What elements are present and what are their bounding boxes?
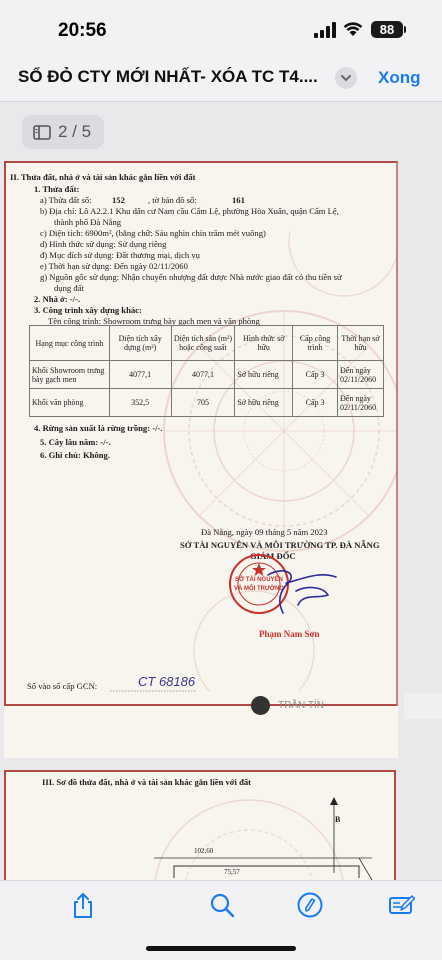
battery-tip <box>404 26 406 33</box>
table-cell: 705 <box>171 389 235 417</box>
signing-date: Đà Nẵng, ngày 09 tháng 5 năm 2023 <box>201 527 328 537</box>
table-cell: Đến ngày 02/11/2060 <box>337 361 383 389</box>
construction-table <box>29 325 384 417</box>
document-page <box>4 161 398 758</box>
origin-line-1: g) Nguồn gốc sử dụng: Nhận chuyển nhượng đất được Nhà nước giao đất có thu tiền sử <box>40 272 342 282</box>
certificate-number-underline <box>110 689 196 693</box>
table-row <box>30 361 384 389</box>
status-bar <box>0 0 442 58</box>
title-menu-button[interactable] <box>335 67 357 89</box>
table-cell: Khối văn phòng <box>30 389 110 417</box>
item-4-heading: 4. Rừng sản xuất là rừng trồng: -/-. <box>34 423 163 433</box>
share-icon[interactable] <box>69 891 97 919</box>
parcel-number-value: 152 <box>112 195 125 205</box>
watermark-text: TRẦN TÍN <box>278 700 324 711</box>
table-header-cell: Thời hạn sở hữu <box>337 326 383 361</box>
section-2-title: II. Thửa đất, nhà ở và tài sản khác gắn liền với đất <box>10 172 196 182</box>
page-indicator-label: 2 / 5 <box>58 122 92 141</box>
address-line-2: thành phố Đà Nẵng <box>54 217 122 227</box>
origin-line-2: dụng đất <box>54 283 84 293</box>
nav-bar <box>0 58 442 102</box>
signer-name: Phạm Nam Sơn <box>259 629 320 639</box>
address-line-1: b) Địa chỉ: Lô A2.2.1 Khu dân cư Nam cầu Cẩm Lệ, phường Hòa Xuân, quận Cẩm Lệ, <box>40 206 339 216</box>
item-2-heading: 2. Nhà ở: -/-. <box>34 294 81 304</box>
usage-purpose-line: đ) Mục đích sử dụng: Đất thương mại, dịch vụ <box>40 250 200 260</box>
table-header-cell: Hạng mục công trình <box>30 326 110 361</box>
table-cell: 4077,1 <box>109 361 171 389</box>
done-button[interactable]: Xong <box>378 68 421 87</box>
item-5-heading: 5. Cây lâu năm: -/-. <box>40 437 111 447</box>
parcel-dimension-inner: 75,57 <box>224 868 240 876</box>
item-3-heading: 3. Công trình xây dựng khác: <box>34 305 142 315</box>
page-indicator[interactable] <box>22 115 104 149</box>
svg-text:VÀ MÔI TRƯỜNG: VÀ MÔI TRƯỜNG <box>233 586 285 592</box>
table-cell: Sở hữu riêng <box>235 389 293 417</box>
thumbnails-icon <box>33 125 51 140</box>
watermark-avatar-icon <box>251 696 270 715</box>
watermark-badge <box>404 693 442 719</box>
certificate-number: CT 68186 <box>138 674 196 689</box>
parcel-diagram <box>144 847 384 880</box>
usage-form-line: d) Hình thức sử dụng: Sử dụng riêng <box>40 239 167 249</box>
cellular-signal-icon <box>314 22 336 38</box>
table-header-cell: Diện tích xây dựng (m²) <box>109 326 171 361</box>
battery-icon: 88 <box>371 21 403 38</box>
item-6-heading: 6. Ghi chú: Không. <box>40 450 110 460</box>
table-cell: Khối Showroom trưng bày gạch men <box>30 361 110 389</box>
parcel-dimension-top: 102,60 <box>194 847 214 855</box>
table-header-cell: Diện tích sàn (m²) hoặc công suất <box>171 326 235 361</box>
guilloche-pattern <box>154 231 398 691</box>
north-marker: B <box>335 815 341 824</box>
search-icon[interactable] <box>208 891 236 919</box>
table-header-cell: Hình thức sở hữu <box>235 326 293 361</box>
section-3-title: III. Sơ đồ thửa đất, nhà ở và tài sản khác gắn liền với đất <box>42 777 252 787</box>
table-header-cell: Cấp công trình <box>293 326 338 361</box>
signer-position: GIÁM ĐỐC <box>250 551 296 561</box>
table-cell: Cấp 3 <box>293 361 338 389</box>
home-indicator <box>146 946 296 951</box>
annotate-icon[interactable] <box>388 891 416 919</box>
issuing-authority: SỞ TÀI NGUYÊN VÀ MÔI TRƯỜNG TP. ĐÀ NẴNG <box>180 540 380 550</box>
table-row <box>30 389 384 417</box>
wifi-icon <box>343 21 363 37</box>
table-cell: Sở hữu riêng <box>235 361 293 389</box>
parcel-number-label: a) Thửa đất số: <box>40 195 92 205</box>
status-time: 20:56 <box>58 20 107 41</box>
table-header-row <box>30 326 384 361</box>
document-title[interactable]: SỔ ĐỎ CTY MỚI NHẤT- XÓA TC T4.... <box>18 67 318 86</box>
construction-name: Tên công trình: Showroom trưng bày gạch men và văn phòng <box>48 316 260 326</box>
map-sheet-label: , tờ bản đồ số: <box>148 195 197 205</box>
map-sheet-value: 161 <box>232 195 245 205</box>
table-cell: Cấp 3 <box>293 389 338 417</box>
table-cell: 4077,1 <box>171 361 235 389</box>
signature <box>248 561 343 621</box>
area-line: c) Diện tích: 6900m², (bằng chữ: Sáu nghìn chín trăm mét vuông) <box>40 228 266 238</box>
markup-icon[interactable] <box>296 891 324 919</box>
usage-term-line: e) Thời hạn sử dụng: Đến ngày 02/11/2060 <box>40 261 188 271</box>
table-cell: Đến ngày 02/11/2060 <box>337 389 383 417</box>
chevron-down-icon <box>335 67 357 89</box>
svg-text:SỞ TÀI NGUYÊN: SỞ TÀI NGUYÊN <box>235 577 283 583</box>
table-cell: 352,5 <box>109 389 171 417</box>
document-page-next <box>4 770 396 880</box>
certificate-label: Số vào sổ cấp GCN: <box>27 681 98 691</box>
item-1-heading: 1. Thửa đất: <box>34 184 80 194</box>
